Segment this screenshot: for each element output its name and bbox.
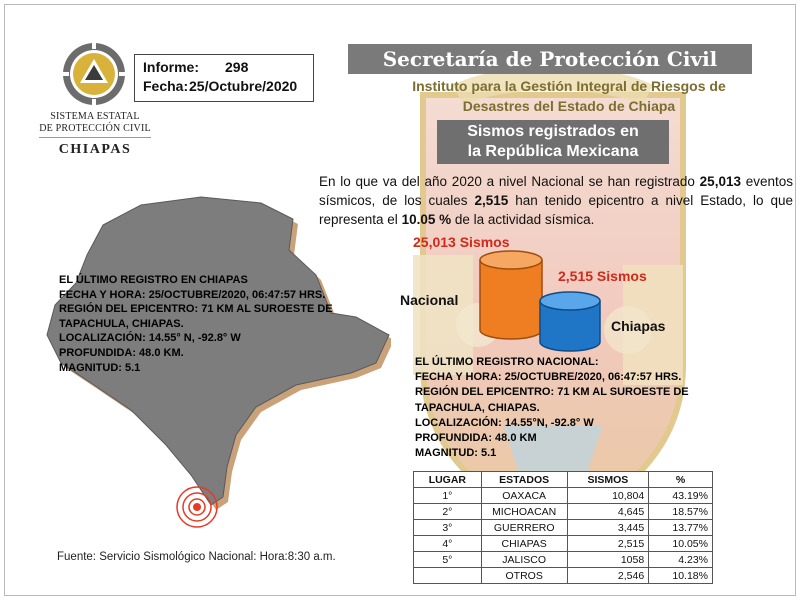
logo-text-chiapas: CHIAPAS: [58, 142, 132, 157]
section-heading-line1: Sismos registrados en: [467, 123, 639, 140]
cell-sismos: 1058: [567, 552, 649, 568]
page-title: Secretaría de Protección Civil: [348, 44, 752, 74]
cell-estado: CHIAPAS: [481, 536, 567, 552]
cell-lugar: 2°: [414, 504, 482, 520]
national-record-text: [415, 355, 715, 461]
table-row: [414, 488, 713, 504]
intro-pct: 10.05 %: [401, 212, 452, 227]
header-sismos: SISMOS: [567, 472, 649, 488]
cell-pct: 18.57%: [649, 504, 713, 520]
cell-pct: 4.23%: [649, 552, 713, 568]
cell-estado: JALISCO: [481, 552, 567, 568]
civil-protection-emblem-icon: [61, 41, 127, 107]
cell-estado: OAXACA: [481, 488, 567, 504]
logo-text-line2: DE PROTECCIÓN CIVIL: [39, 123, 151, 134]
infographic-frame: [4, 4, 796, 596]
chiapas-cylinder: [540, 292, 600, 351]
chiapas-record-line5: LOCALIZACIÓN: 14.55° N, -92.8° W: [59, 332, 241, 345]
chiapas-record-line1: EL ÚLTIMO REGISTRO EN CHIAPAS: [59, 274, 248, 286]
chiapas-record-line2: FECHA Y HORA: 25/OCTUBRE/2020, 06:47:57 HRS.: [59, 288, 326, 301]
cell-sismos: 2,515: [567, 536, 649, 552]
cell-sismos: 2,546: [567, 568, 649, 584]
nacional-count: 25,013 Sismos: [413, 234, 510, 250]
fecha-row: [143, 78, 305, 97]
fecha-label: Fecha:: [143, 78, 189, 94]
cell-lugar: 1°: [414, 488, 482, 504]
cell-lugar: 3°: [414, 520, 482, 536]
chiapas-record-line3: REGIÓN DEL EPICENTRO: 71 KM AL SUROESTE DE: [59, 303, 333, 316]
report-info-box: [134, 54, 314, 102]
cell-lugar: 4°: [414, 536, 482, 552]
chiapas-label: Chiapas: [611, 318, 666, 334]
chiapas-count: 2,515 Sismos: [558, 268, 647, 284]
cell-sismos: 3,445: [567, 520, 649, 536]
nacional-cylinder: [480, 251, 542, 339]
table-row: [414, 552, 713, 568]
chiapas-record-line6: PROFUNDIDA: 48.0 KM.: [59, 346, 184, 359]
instituto-line2: Desastres del Estado de Chiapa: [462, 98, 676, 114]
chiapas-record-line4: TAPACHULA, CHIAPAS.: [59, 317, 184, 330]
national-record-line4: TAPACHULA, CHIAPAS.: [415, 401, 540, 414]
national-record-line1: EL ÚLTIMO REGISTRO NACIONAL:: [415, 356, 599, 368]
table-row: [414, 520, 713, 536]
header-estados: ESTADOS: [481, 472, 567, 488]
cell-sismos: 10,804: [567, 488, 649, 504]
cell-estado: MICHOACAN: [481, 504, 567, 520]
instituto-subtitle: [369, 76, 769, 116]
header-lugar: LUGAR: [414, 472, 482, 488]
source-footnote: Fuente: Servicio Sismológico Nacional: Hora:8:30 a.m.: [57, 551, 336, 563]
intro-chiapas: 2,515: [474, 193, 509, 208]
logo-text-line1: SISTEMA ESTATAL: [50, 111, 140, 122]
informe-label: Informe:: [143, 59, 199, 75]
section-heading-line2: la República Mexicana: [467, 143, 639, 160]
cell-lugar: 5°: [414, 552, 482, 568]
intro-text-1: En lo que va del año 2020 a nivel Nacional se han registrado: [319, 174, 700, 189]
table-row: [414, 536, 713, 552]
table-header-row: [414, 472, 713, 488]
fecha-value: 25/Octubre/2020: [189, 78, 298, 94]
intro-total: 25,013: [699, 174, 741, 189]
cell-pct: 43.19%: [649, 488, 713, 504]
cell-pct: 10.05%: [649, 536, 713, 552]
intro-text-2: eventos sísmicos, de los cuales: [319, 174, 793, 208]
chiapas-record-line7: MAGNITUD: 5.1: [59, 361, 141, 374]
table-row: [414, 504, 713, 520]
table-row: [414, 568, 713, 584]
states-ranking-table: [413, 471, 713, 584]
cell-pct: 13.77%: [649, 520, 713, 536]
section-heading: [437, 120, 669, 164]
national-record-line6: PROFUNDIDA: 48.0 KM: [415, 432, 537, 445]
cell-pct: 10.18%: [649, 568, 713, 584]
chiapas-record-text: [59, 273, 359, 375]
national-record-line5: LOCALIZACIÓN: 14.55°N, -92.8° W: [415, 416, 594, 429]
intro-text-4: de la actividad sísmica.: [451, 212, 595, 227]
informe-value: 298: [225, 59, 249, 75]
cell-sismos: 4,645: [567, 504, 649, 520]
cell-lugar: [414, 568, 482, 584]
nacional-label: Nacional: [400, 292, 459, 308]
informe-row: [143, 59, 305, 78]
header-pct: %: [649, 472, 713, 488]
cell-estado: GUERRERO: [481, 520, 567, 536]
instituto-line1: Instituto para la Gestión Integral de Riesgos de: [412, 78, 726, 94]
national-record-line7: MAGNITUD: 5.1: [415, 447, 497, 460]
intro-text-3: han tenido epicentro a nivel Estado, lo que representa el: [319, 193, 794, 227]
national-record-line3: REGIÓN DEL EPICENTRO: 71 KM AL SUROESTE DE: [415, 386, 689, 399]
cell-estado: OTROS: [481, 568, 567, 584]
epicenter-marker: [177, 487, 217, 527]
logo-divider: [39, 137, 151, 138]
national-record-line2: FECHA Y HORA: 25/OCTUBRE/2020, 06:47:57 HRS.: [415, 371, 682, 384]
